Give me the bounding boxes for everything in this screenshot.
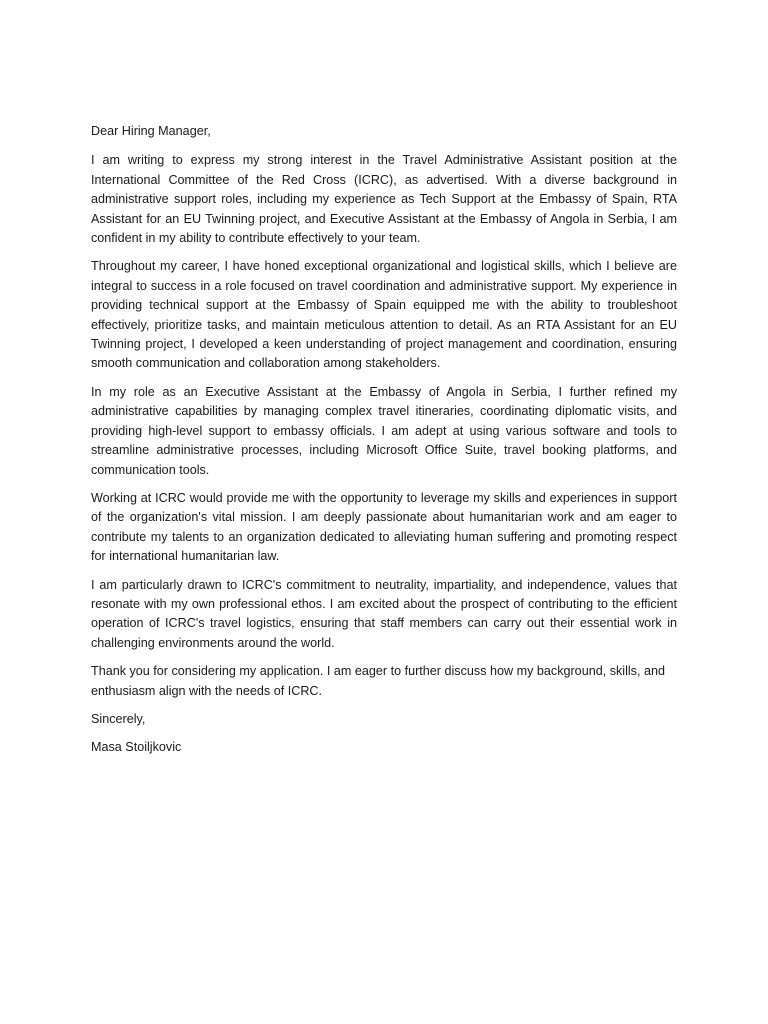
cover-letter (91, 122, 677, 767)
salutation: Dear Hiring Manager, (91, 124, 211, 138)
paragraph-intro: I am writing to express my strong interest in the Travel Administrative Assistant position at the International Committee of the Red Cross (ICRC), as advertised. With a diverse background in administrative support roles, including my experience as Tech Support at the Embassy of Spain, RTA Assistant for an EU Twinning project, and Executive Assistant at the Embassy of Angola in Serbia, I am confident in my ability to contribute effectively to your team. (91, 153, 677, 246)
paragraph-executive-role: In my role as an Executive Assistant at the Embassy of Angola in Serbia, I further refined my administrative capabilities by managing complex travel itineraries, coordinating diplomatic visits, and providing high-level support to embassy officials. I am adept at using various software and tools to streamline administrative processes, including Microsoft Office Suite, travel booking platforms, and communication tools. (91, 384, 677, 477)
signature: Masa Stoiljkovic (91, 740, 182, 755)
paragraph-motivation: Working at ICRC would provide me with the opportunity to leverage my skills and experiences in support of the organization's vital mission. I am deeply passionate about humanitarian work and am eager to contribute my talents to an organization dedicated to alleviating human suffering and promoting respect for international humanitarian law. (91, 490, 677, 564)
closing: Sincerely, (91, 711, 146, 726)
paragraph-skills: Throughout my career, I have honed exceptional organizational and logistical skills, which I believe are integral to success in a role focused on travel coordination and administrative support. My experience in providing technical support at the Embassy of Spain equipped me with the ability to troubleshoot effectively, prioritize tasks, and maintain meticulous attention to detail. As an RTA Assistant for an EU Twinning project, I developed a keen understanding of project management and coordination, ensuring smooth communication and collaboration among stakeholders. (91, 259, 677, 371)
paragraph-values: I am particularly drawn to ICRC's commitment to neutrality, impartiality, and independence, values that resonate with my own professional ethos. I am excited about the prospect of contributing to the efficient operation of ICRC's travel logistics, ensuring that staff members can carry out their essential work in challenging environments around the world. (91, 577, 677, 650)
paragraph-thanks: Thank you for considering my application. I am eager to further discuss how my background, skills, and enthusiasm align with the needs of ICRC. (91, 664, 665, 698)
